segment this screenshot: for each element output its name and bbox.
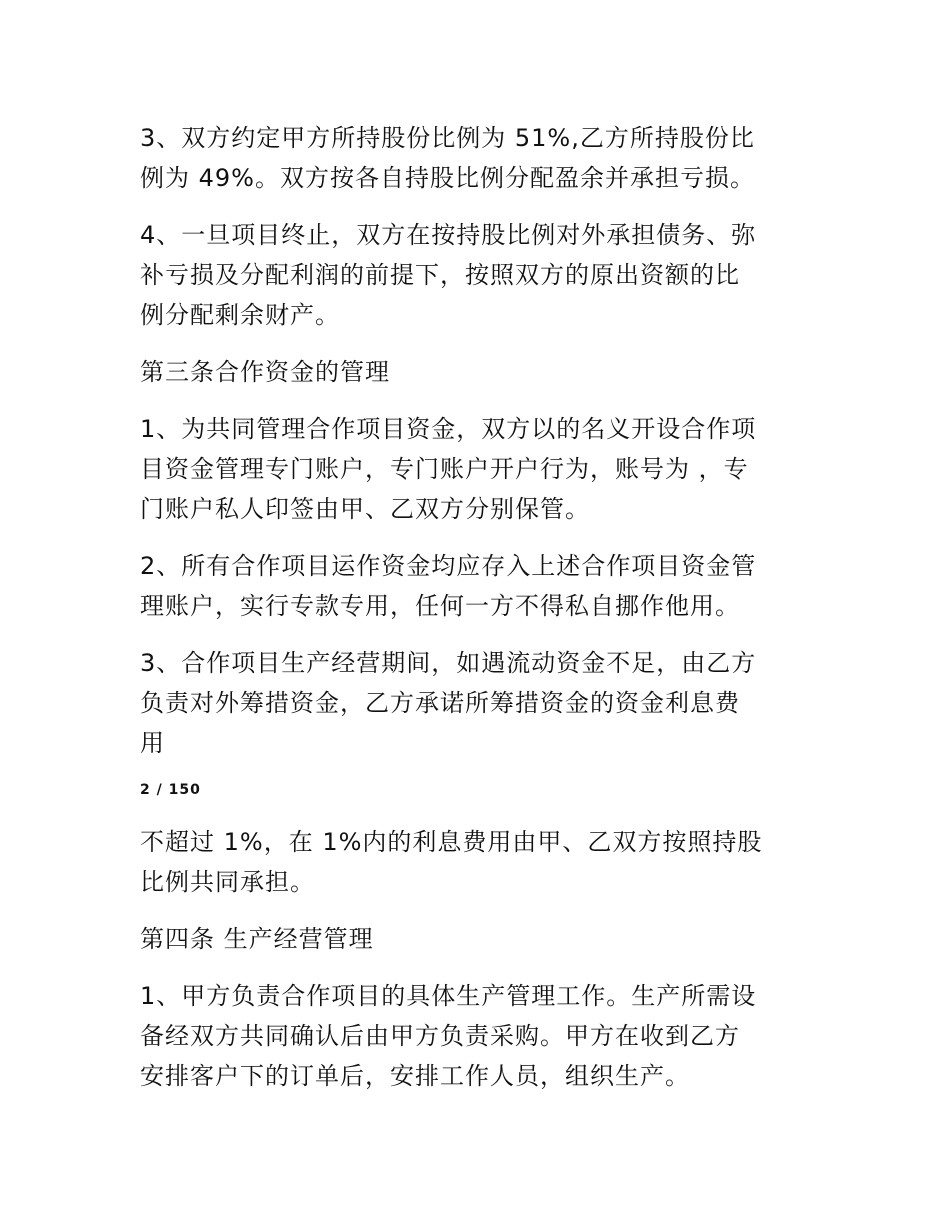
text-line: 不超过 1%，在 1%内的利息费用由甲、乙双方按照持股	[140, 828, 763, 856]
article-3-heading	[140, 352, 820, 392]
clause-3-1-paragraph	[140, 409, 820, 529]
text-line: 用	[140, 729, 165, 757]
text-line: 4、一旦项目终止，双方在按持股比例对外承担债务、弥	[140, 221, 757, 249]
text-line: 备经双方共同确认后由甲方负责采购。甲方在收到乙方	[140, 1022, 740, 1050]
clause-3-3-paragraph	[140, 643, 820, 763]
text-line: 理账户，实行专款专用，任何一方不得私自挪作他用。	[140, 592, 740, 620]
clause-3-3-continued-paragraph	[140, 822, 820, 902]
text-line: 比例共同承担。	[140, 868, 315, 896]
text-line: 1、甲方负责合作项目的具体生产管理工作。生产所需设	[140, 982, 757, 1010]
text-line: 例分配剩余财产。	[140, 301, 340, 329]
text-line: 目资金管理专门账户，专门账户开户行为，账号为 ，专	[140, 455, 749, 483]
text-line: 例为 49%。双方按各自持股比例分配盈余并承担亏损。	[140, 164, 755, 192]
text-line: 负责对外筹措资金，乙方承诺所筹措资金的资金利息费	[140, 689, 740, 717]
clause-2-4-paragraph	[140, 215, 820, 335]
text-line: 安排客户下的订单后，安排工作人员，组织生产。	[140, 1062, 690, 1090]
text-line: 3、合作项目生产经营期间，如遇流动资金不足，由乙方	[140, 649, 757, 677]
clause-2-3-paragraph	[140, 118, 820, 198]
text-line: 2、所有合作项目运作资金均应存入上述合作项目资金管	[140, 552, 757, 580]
text-line: 门账户私人印签由甲、乙双方分别保管。	[140, 495, 590, 523]
text-line: 第四条 生产经营管理	[140, 925, 374, 953]
text-line: 第三条合作资金的管理	[140, 358, 390, 386]
document-page	[140, 118, 820, 1113]
clause-4-1-paragraph	[140, 976, 820, 1096]
clause-3-2-paragraph	[140, 546, 820, 626]
text-line: 3、双方约定甲方所持股份比例为 51%,乙方所持股份比	[140, 124, 755, 152]
page-number	[140, 780, 820, 800]
text-line: 2 / 150	[140, 782, 201, 798]
article-4-heading	[140, 919, 820, 959]
text-line: 补亏损及分配利润的前提下，按照双方的原出资额的比	[140, 261, 740, 289]
text-line: 1、为共同管理合作项目资金，双方以的名义开设合作项	[140, 415, 757, 443]
